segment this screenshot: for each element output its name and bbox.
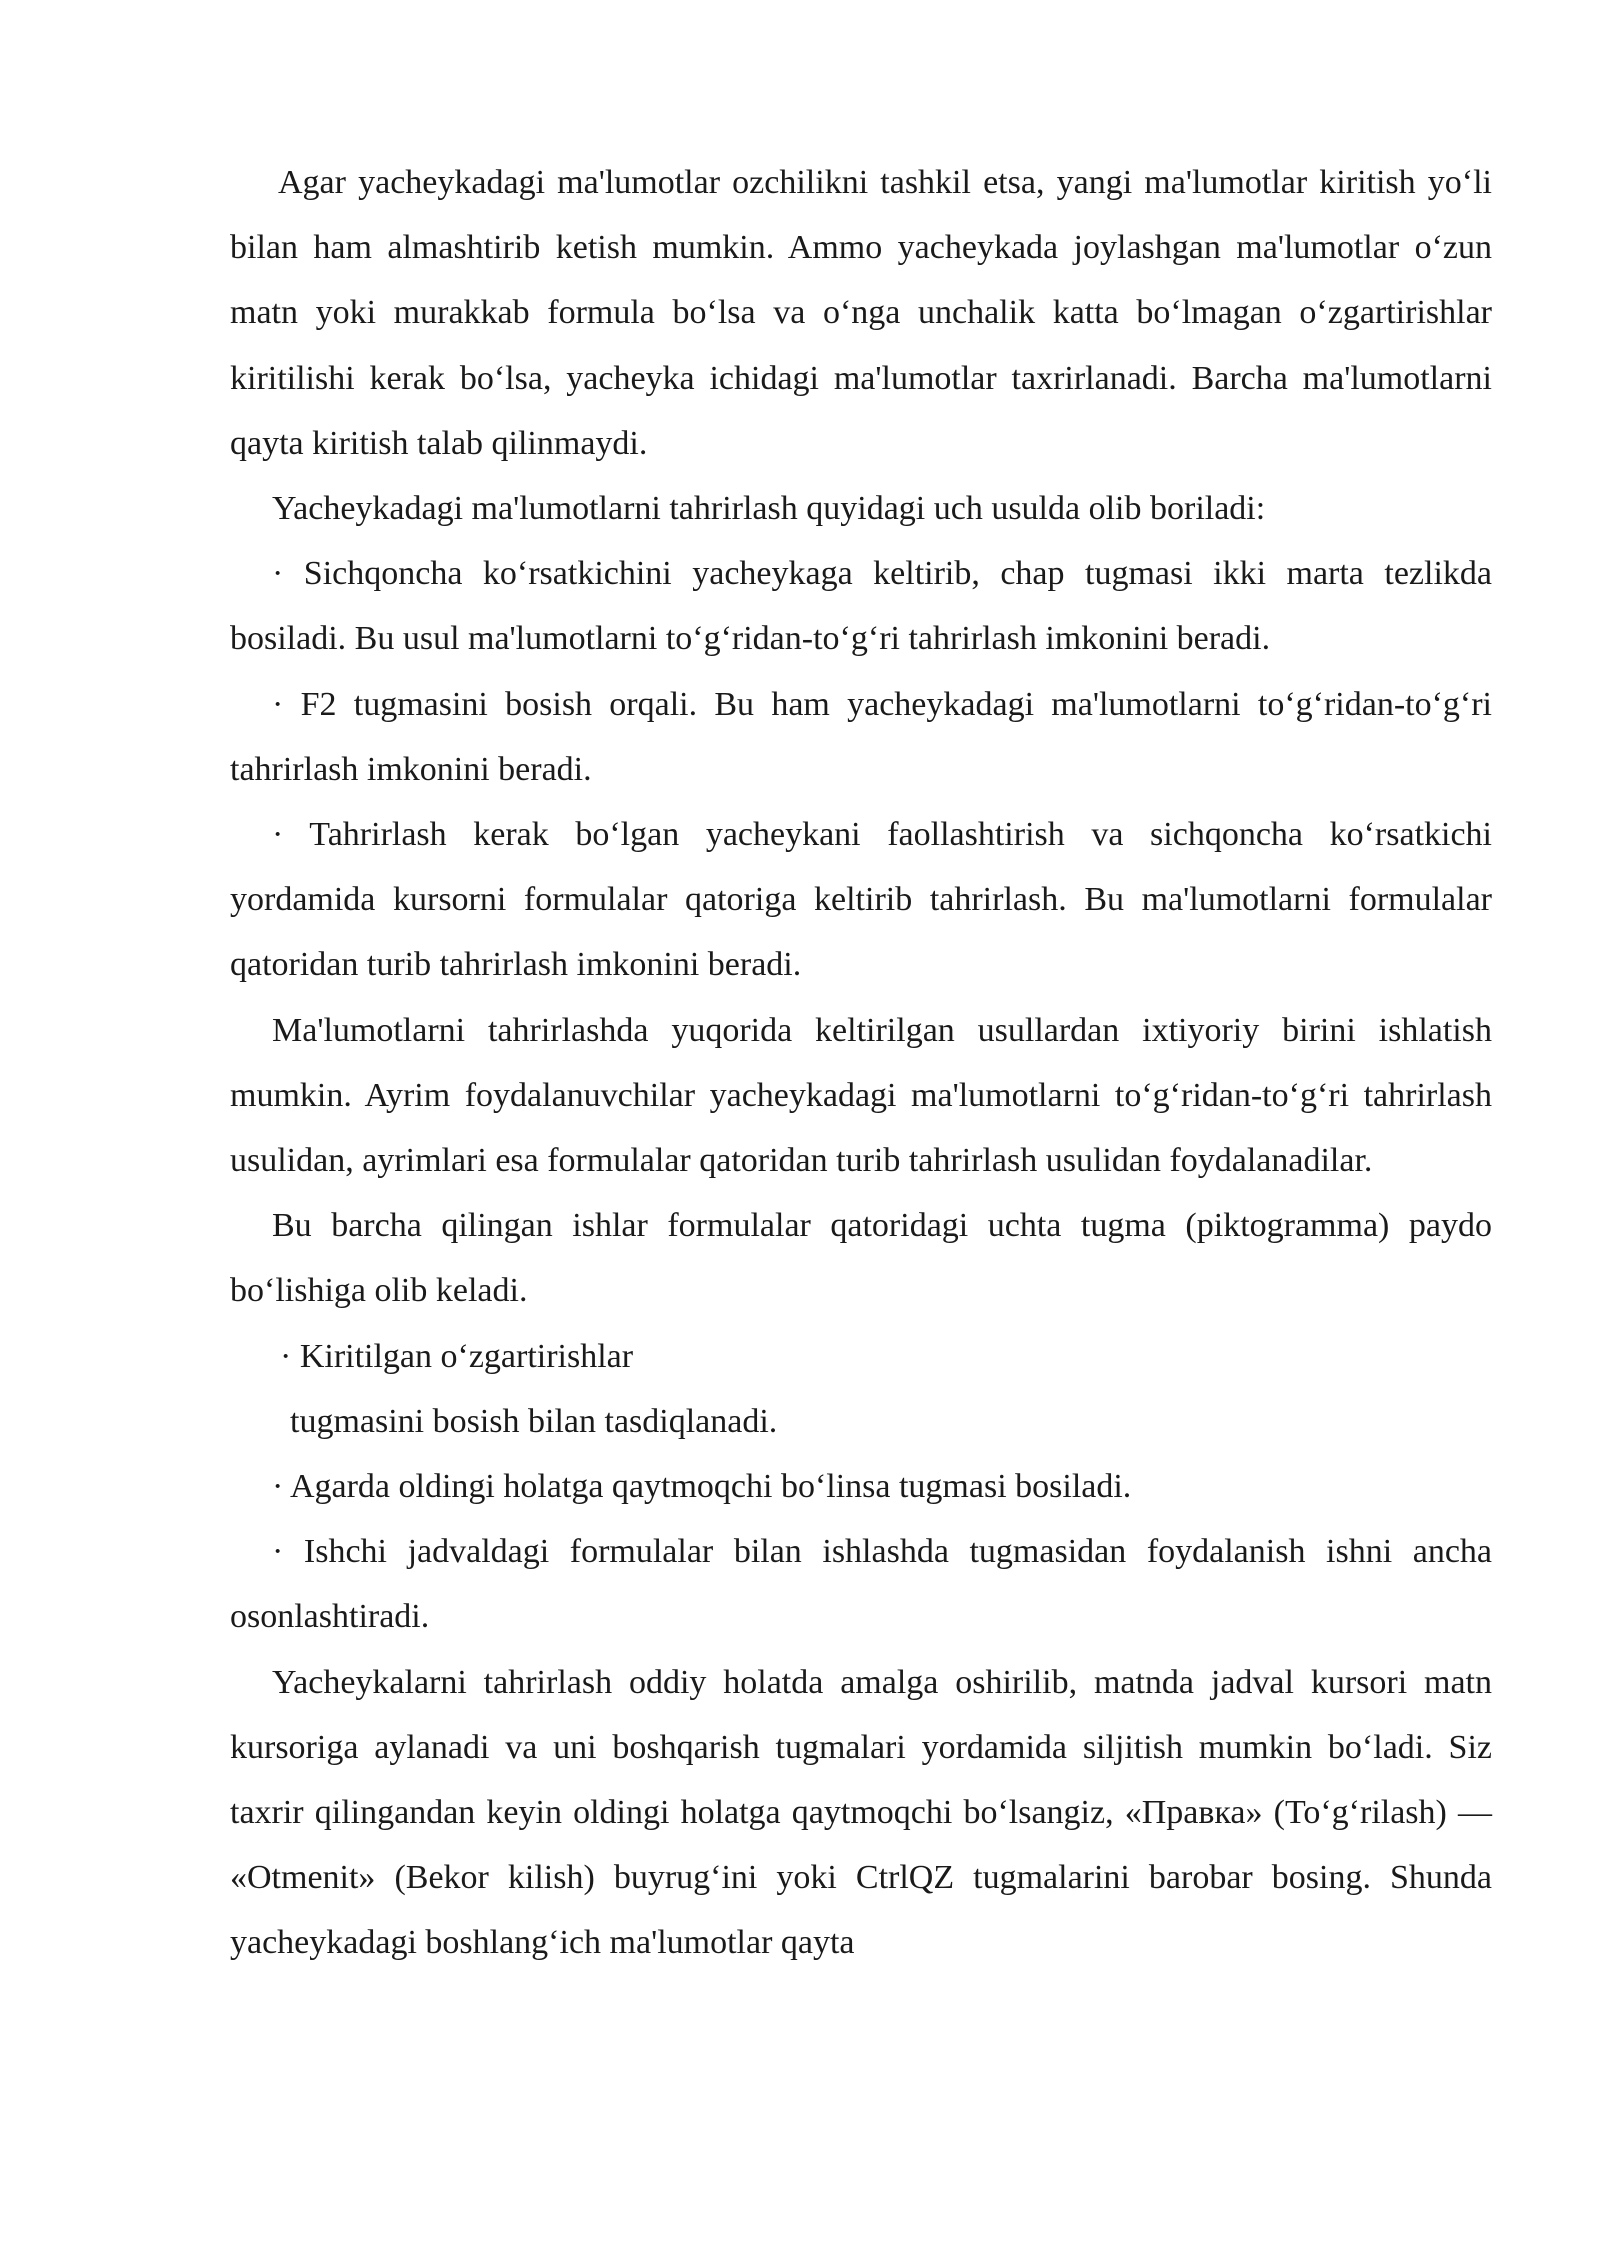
- paragraph-editing: Yacheykalarni tahrirlash oddiy holatda amalga oshirilib, matnda jadval kursori matn kursoriga aylanadi va uni boshqarish tugmalari yordamida siljitish mumkin bo‘ladi. Siz taxrir qilingandan keyin oldingi holatga qaytmoqchi bo‘lsangiz, «Правка» (To‘g‘rilash) — «Otmenit» (Bekor kilish) buyrug‘ini yoki CtrlQZ tugmalarini barobar bosing. Shunda yacheykadagi boshlang‘ich ma'lumotlar qayta: [230, 1663, 1492, 1962]
- list-item-function: · Ishchi jadvaldagi formulalar bilan ishlashda tugmasidan foydalanish ishni ancha osonlashtiradi.: [230, 1533, 1492, 1636]
- list-item-double-click: · Sichqoncha ko‘rsatkichini yacheykaga keltirib, chap tugmasi ikki marta tezlikda bosiladi. Bu usul ma'lumotlarni to‘g‘ridan-to‘g‘ri tahrirlash imkonini beradi.: [230, 555, 1492, 658]
- list-item-confirm-cont: tugmasini bosish bilan tasdiqlanadi.: [290, 1402, 778, 1440]
- list-item-f2: · F2 tugmasini bosish orqali. Bu ham yacheykadagi ma'lumotlarni to‘g‘ridan-to‘g‘ri tahrirlash imkonini beradi.: [230, 685, 1492, 788]
- document-body: [230, 150, 1492, 1976]
- paragraph-methods-heading: Yacheykadagi ma'lumotlarni tahrirlash quyidagi uch usulda olib boriladi:: [272, 490, 1266, 528]
- paragraph-intro: Agar yacheykadagi ma'lumotlar ozchilikni tashkil etsa, yangi ma'lumotlar kiritish yo‘li bilan ham almashtirib ketish mumkin. Ammo yacheykada joylashgan ma'lumotlar o‘zun matn yoki murakkab formula bo‘lsa va o‘nga unchalik katta bo‘lmagan o‘zgartirishlar kiritilishi kerak bo‘lsa, yacheyka ichidagi ma'lumotlar taxrirlanadi. Barcha ma'lumotlarni qayta kiritish talab qilinmaydi.: [230, 164, 1492, 462]
- list-item-confirm: · Kiritilgan o‘zgartirishlar: [280, 1337, 634, 1375]
- paragraph-usage: Ma'lumotlarni tahrirlashda yuqorida keltirilgan usullardan ixtiyoriy birini ishlatish mumkin. Ayrim foydalanuvchilar yacheykadagi ma'lumotlarni to‘g‘ridan-to‘g‘ri tahrirlash usulidan, ayrimlari esa formulalar qatoridan turib tahrirlash usulidan foydalanadilar.: [230, 1011, 1492, 1180]
- list-item-cancel: · Agarda oldingi holatga qaytmoqchi bo‘linsa tugmasi bosiladi.: [272, 1468, 1132, 1506]
- list-item-formula-bar: · Tahrirlash kerak bo‘lgan yacheykani faollashtirish va sichqoncha ko‘rsatkichi yordamida kursorni formulalar qatoriga keltirib tahrirlash. Bu ma'lumotlarni formulalar qatoridan turib tahrirlash imkonini beradi.: [230, 816, 1492, 984]
- paragraph-buttons: Bu barcha qilingan ishlar formulalar qatoridagi uchta tugma (piktogramma) paydo bo‘lishiga olib keladi.: [230, 1207, 1492, 1310]
